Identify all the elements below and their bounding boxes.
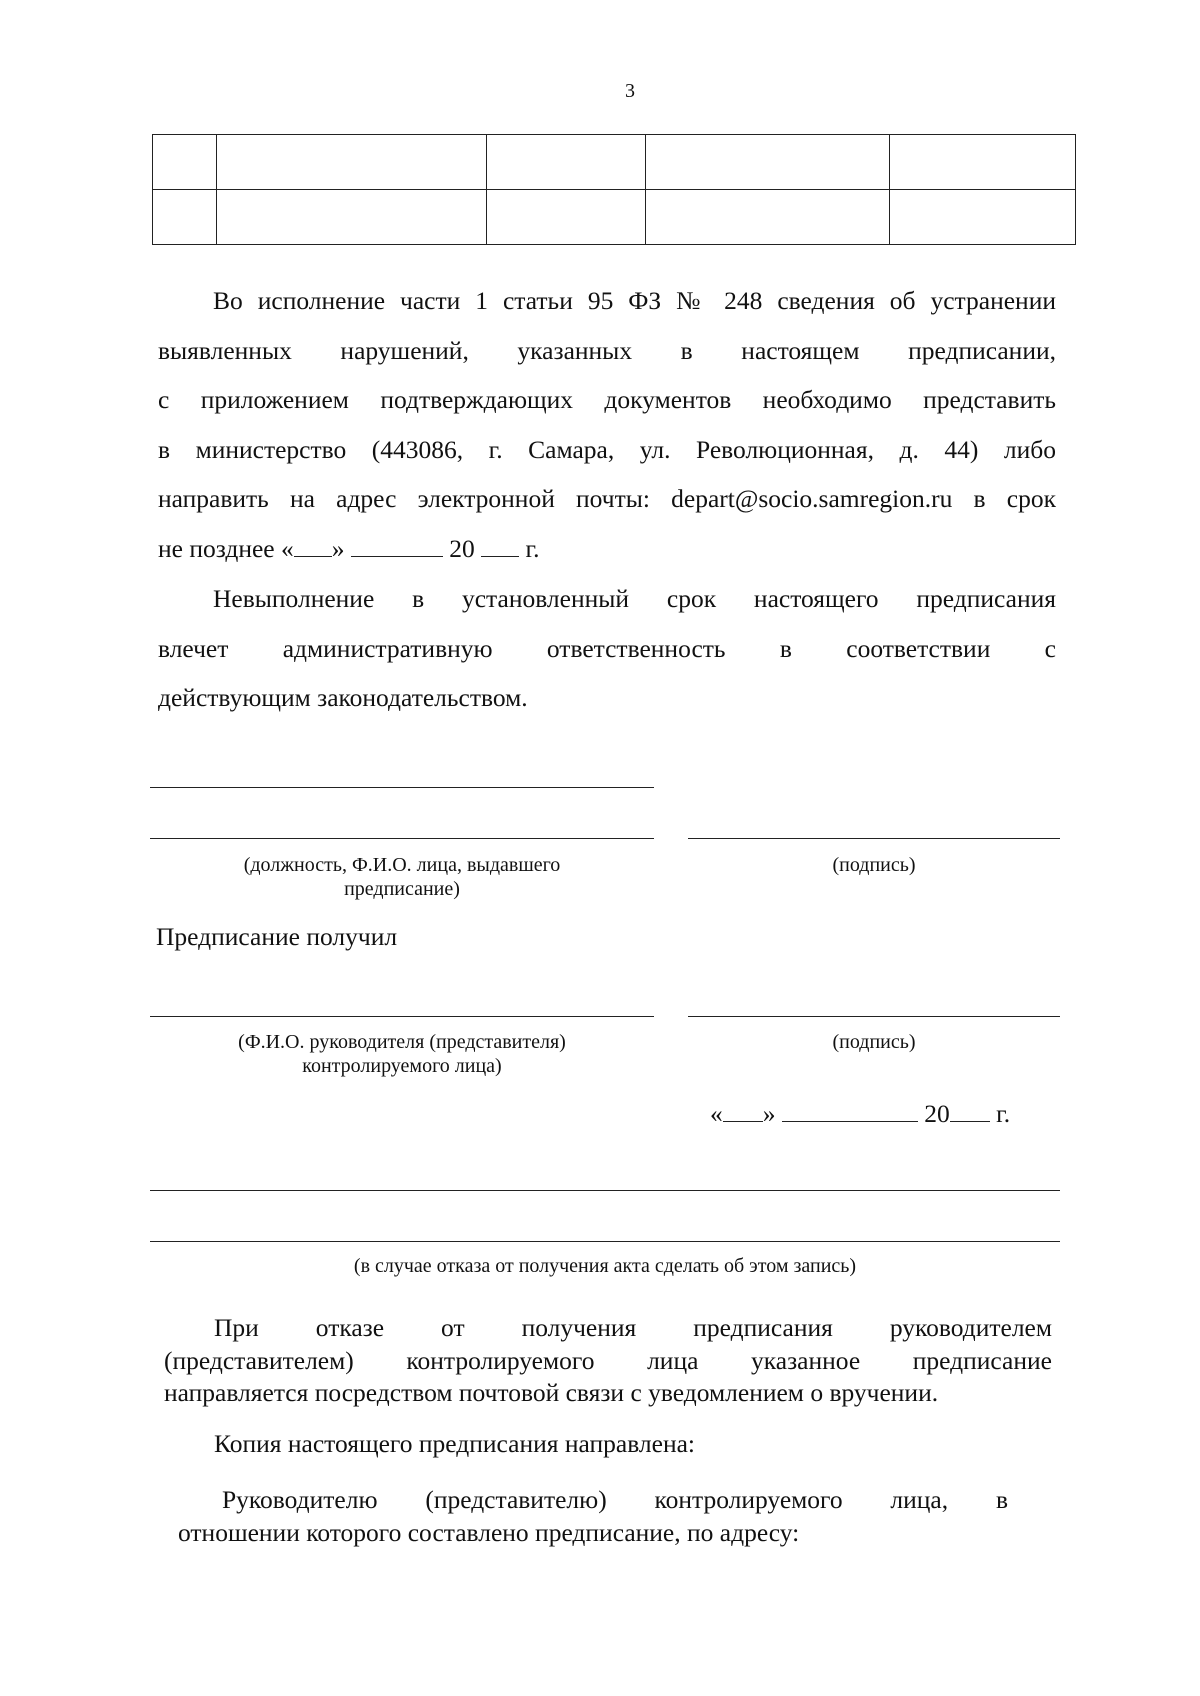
table-cell — [487, 135, 646, 190]
table-cell — [487, 190, 646, 245]
received-month-blank[interactable] — [782, 1097, 918, 1122]
issuer-signature-caption: (подпись) — [832, 854, 916, 876]
received-day-blank[interactable] — [723, 1097, 763, 1122]
table-cell — [153, 190, 217, 245]
copy-heading: Копия настоящего предписания направлена: — [214, 1429, 696, 1458]
deadline-date-line — [158, 524, 1056, 574]
paragraph-line: в министерство (443086, г. Самара, ул. Революционная, д. 44) либо — [158, 434, 1056, 464]
liability-paragraph — [158, 574, 1056, 723]
year-blank[interactable] — [481, 531, 519, 556]
paragraph-line: Невыполнение в установленный срок настоящего предписания — [213, 584, 1056, 613]
issuer-signature-line[interactable] — [688, 838, 1060, 839]
paragraph-line: направить на адрес электронной почты: depart@socio.samregion.ru в срок — [158, 484, 1056, 513]
year-prefix: 20 — [449, 533, 475, 563]
paragraph-line: При отказе от получения предписания руководителем — [214, 1313, 1052, 1342]
refusal-caption: (в случае отказа от получения акта сделать об этом запись) — [353, 1255, 857, 1277]
year-suffix: г. — [525, 533, 540, 563]
date-close-quote: » — [331, 533, 345, 563]
issuer-position-line[interactable] — [150, 838, 654, 839]
received-date-line — [710, 1096, 1010, 1132]
paragraph-line: Руководителю (представителю) контролируемого лица, в — [222, 1485, 1008, 1514]
received-year-blank[interactable] — [950, 1097, 990, 1122]
table-cell — [217, 135, 487, 190]
recipient-signature-line[interactable] — [688, 1016, 1060, 1017]
signature-line-top[interactable] — [150, 787, 654, 788]
refusal-line-2[interactable] — [150, 1241, 1060, 1242]
refusal-paragraph — [164, 1312, 1052, 1410]
issuer-position-caption: (должность, Ф.И.О. лица, выдавшего предписание) — [243, 854, 561, 900]
paragraph-line: (представителем) контролируемого лица указанное предписание — [164, 1345, 1052, 1375]
page-number: 3 — [625, 80, 635, 102]
paragraph-line: выявленных нарушений, указанных в настоящем предписании, — [158, 335, 1056, 365]
paragraph-line: влечет административную ответственность в соответствии с — [158, 633, 1056, 663]
received-year-suffix: г. — [996, 1099, 1011, 1128]
day-blank[interactable] — [294, 531, 332, 556]
table-cell — [890, 190, 1076, 245]
table-cell — [153, 135, 217, 190]
deadline-paragraph — [158, 276, 1056, 573]
date-open-quote: « — [710, 1099, 723, 1128]
table-row — [153, 135, 1076, 190]
data-table — [152, 134, 1076, 245]
paragraph-line: отношении которого составлено предписание, по адресу: — [178, 1517, 800, 1547]
received-heading: Предписание получил — [156, 922, 398, 951]
table-cell — [217, 190, 487, 245]
date-prefix: не позднее « — [158, 533, 294, 563]
paragraph-line: Во исполнение части 1 статьи 95 ФЗ № 248 сведения об устранении — [213, 286, 1056, 315]
paragraph-line: с приложением подтверждающих документов необходимо представить — [158, 385, 1056, 414]
month-blank[interactable] — [351, 531, 443, 556]
table-cell — [646, 190, 890, 245]
recipient-signature-caption: (подпись) — [832, 1031, 916, 1053]
recipient-name-line[interactable] — [150, 1016, 654, 1017]
received-year-prefix: 20 — [924, 1099, 950, 1128]
table-row — [153, 190, 1076, 245]
table-cell — [646, 135, 890, 190]
recipient-name-caption: (Ф.И.О. руководителя (представителя) контролируемого лица) — [238, 1031, 566, 1077]
paragraph-line: направляется посредством почтовой связи с уведомлением о вручении. — [164, 1378, 939, 1407]
refusal-line-1[interactable] — [150, 1190, 1060, 1191]
paragraph-line: действующим законодательством. — [158, 683, 528, 712]
table-cell — [890, 135, 1076, 190]
date-close-quote: » — [762, 1099, 776, 1128]
copy-recipient-paragraph — [178, 1484, 1008, 1549]
